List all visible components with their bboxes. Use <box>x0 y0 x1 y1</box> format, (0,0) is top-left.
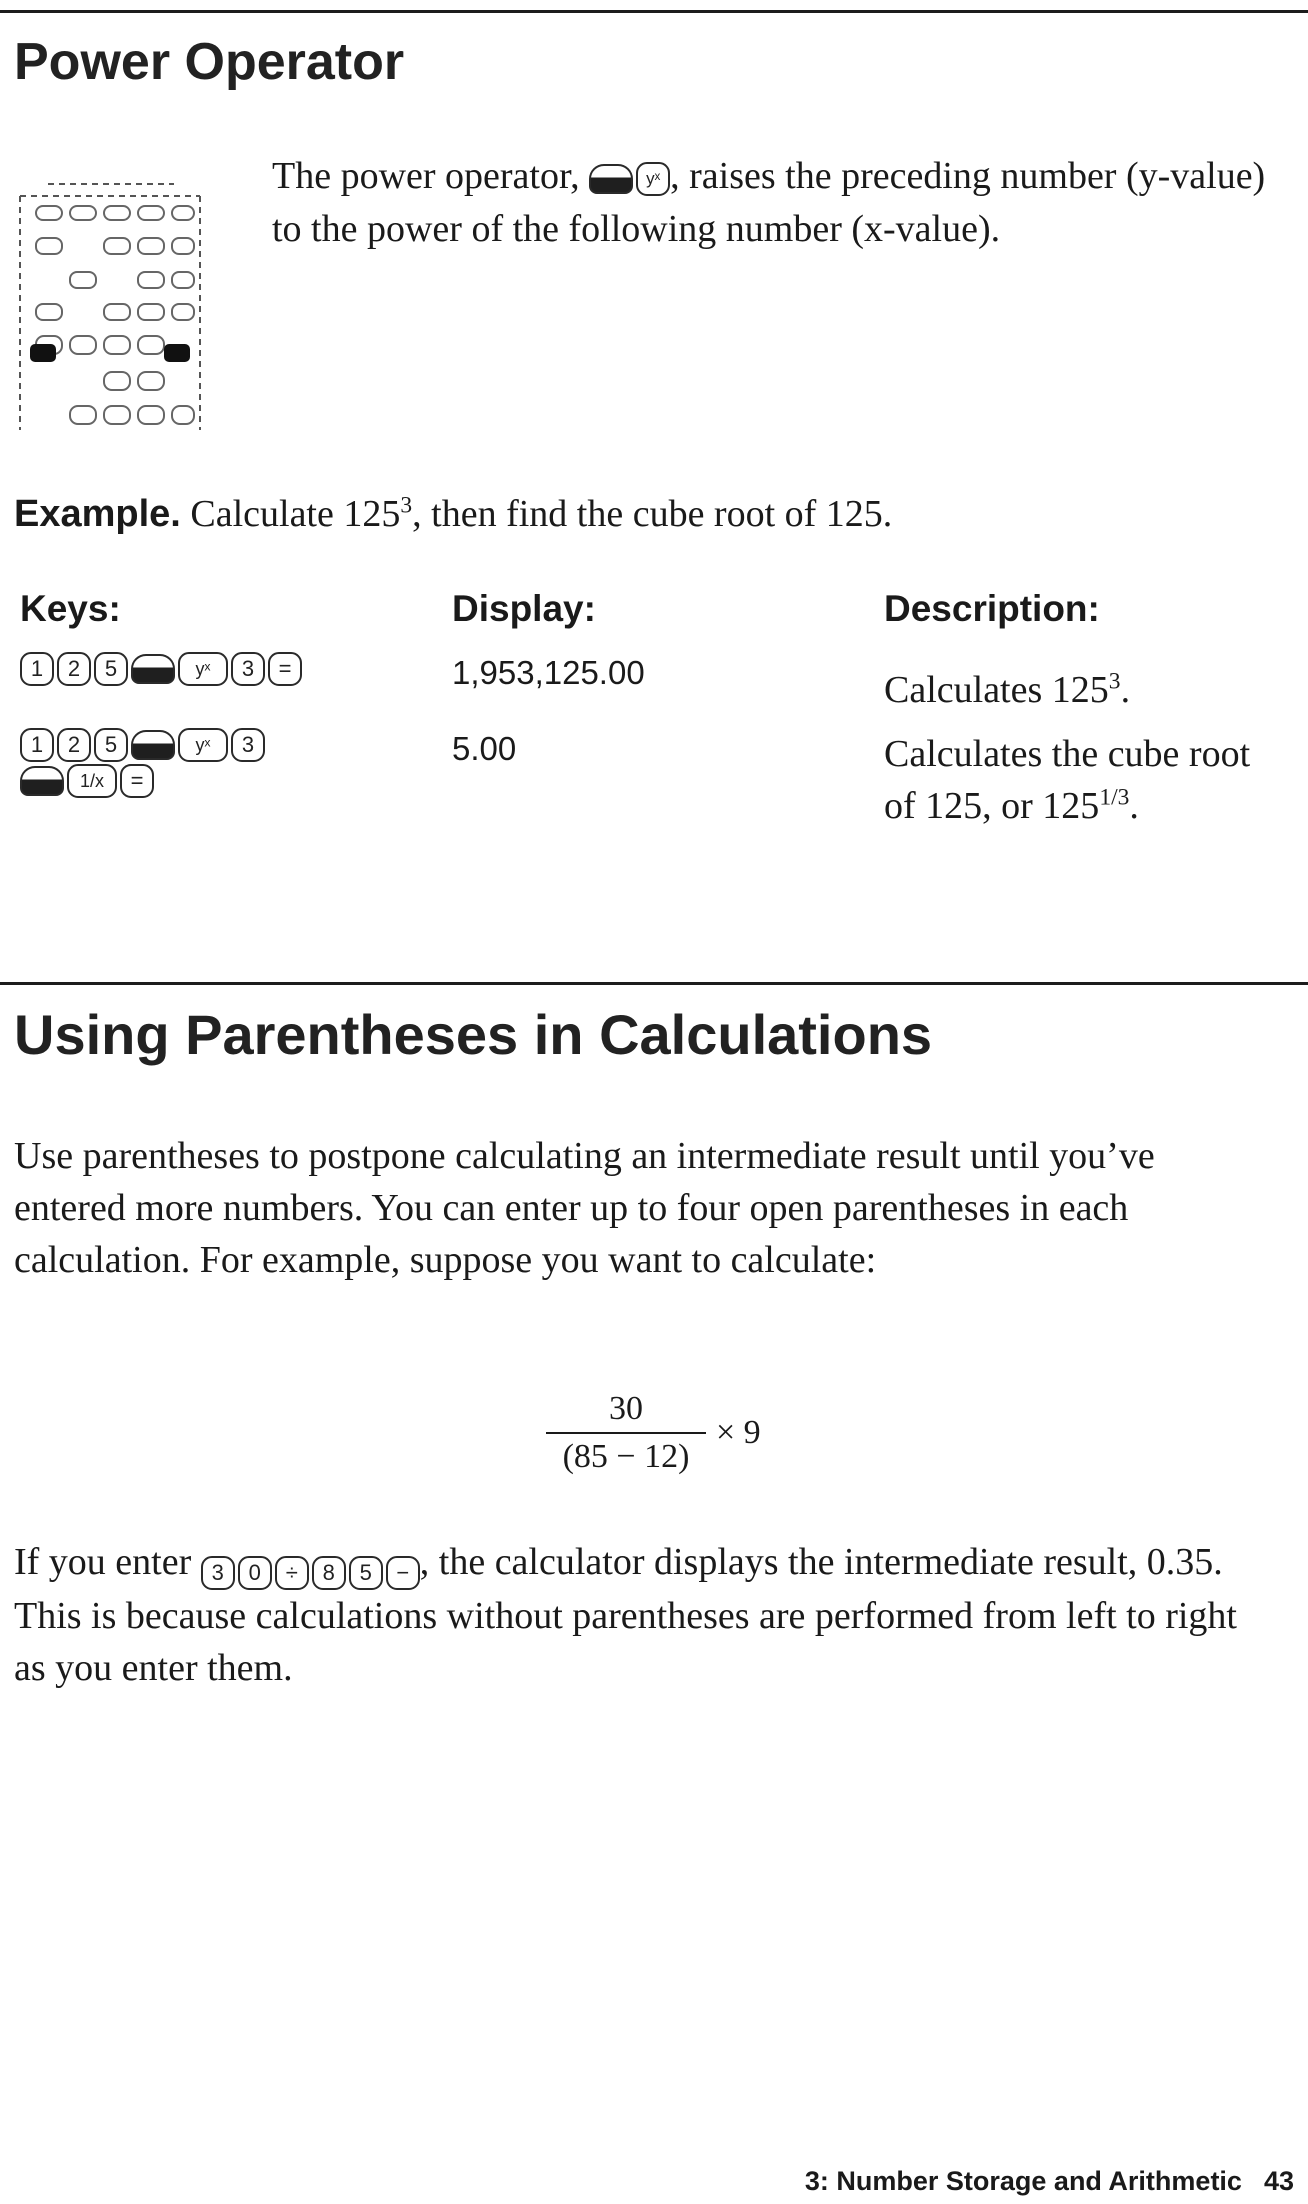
display-value-2: 5.00 <box>452 730 517 767</box>
calc-key-icon: 1 <box>20 728 54 762</box>
section-title-parentheses: Using Parentheses in Calculations <box>14 1003 933 1066</box>
formula-multiplier: × 9 <box>716 1414 761 1451</box>
calc-key-icon: ÷ <box>275 1556 309 1590</box>
calc-key-icon: yˣ <box>178 728 228 762</box>
power-key-icon: yˣ <box>636 162 670 196</box>
page-footer <box>805 2166 1294 2197</box>
calc-key-icon: = <box>120 764 154 798</box>
calc-key-icon: = <box>268 652 302 686</box>
page-number: 43 <box>1263 2166 1294 2196</box>
formula-numerator: 30 <box>609 1390 643 1427</box>
example-formula <box>546 1386 761 1480</box>
calc-key-icon: 3 <box>201 1556 235 1590</box>
calc-key-icon: 1/x <box>67 764 117 798</box>
calc-key-icon: − <box>386 1556 420 1590</box>
header-keys: Keys: <box>20 588 121 629</box>
header-display: Display: <box>452 588 596 629</box>
description-1: Calculates $125^3$. <box>884 668 1131 711</box>
keystroke-row-2 <box>20 728 340 801</box>
shift-key-icon <box>20 766 64 796</box>
calc-key-icon: 5 <box>94 728 128 762</box>
power-operator-intro: The power operator, yˣ , raises the preceding number (y-value) to the power of the following number (x-value). <box>272 155 1266 250</box>
calc-key-icon: 5 <box>94 652 128 686</box>
footer-chapter: 3: Number Storage and Arithmetic <box>804 2166 1242 2196</box>
calc-key-icon: yˣ <box>178 652 228 686</box>
section-rule <box>0 982 1308 985</box>
parentheses-paragraph-1: Use parentheses to postpone calculating an intermediate result until you’ve entered more numbers. You can enter up to four open parentheses in each calculation. For example, suppose you want to calculate: <box>14 1135 1155 1281</box>
calc-key-icon: 2 <box>57 728 91 762</box>
example-line: Example. Calculate $125^3$, then find the cube root of 125. <box>14 492 893 535</box>
calc-key-icon: 2 <box>57 652 91 686</box>
header-description: Description: <box>884 588 1100 629</box>
description-2: Calculates the cube root of 125, or $125^{1/3}$. <box>884 733 1251 827</box>
keystroke-inline <box>201 1556 420 1590</box>
calc-key-icon: 3 <box>231 728 265 762</box>
calc-key-icon: 0 <box>238 1556 272 1590</box>
calc-key-icon: 1 <box>20 652 54 686</box>
top-rule <box>0 10 1308 13</box>
shift-key-icon <box>589 164 633 194</box>
shift-key-icon <box>131 730 175 760</box>
power-key-combo <box>589 162 670 196</box>
shift-key-icon <box>131 654 175 684</box>
display-value-1: 1,953,125.00 <box>452 654 645 691</box>
calc-key-icon: 3 <box>231 652 265 686</box>
formula-denominator: (85 − 12) <box>562 1438 690 1475</box>
section-title-power-operator: Power Operator <box>14 33 405 91</box>
calc-key-icon: 5 <box>349 1556 383 1590</box>
parentheses-paragraph-2: If you enter 3 0 ÷ 8 5 − , the calculator displays the intermediate result, 0.35. This is because calculations without parentheses are performed from left to right as you enter them. <box>14 1541 1237 1689</box>
keystroke-row-1 <box>20 652 302 686</box>
calculator-illustration <box>14 180 210 450</box>
calc-key-icon: 8 <box>312 1556 346 1590</box>
